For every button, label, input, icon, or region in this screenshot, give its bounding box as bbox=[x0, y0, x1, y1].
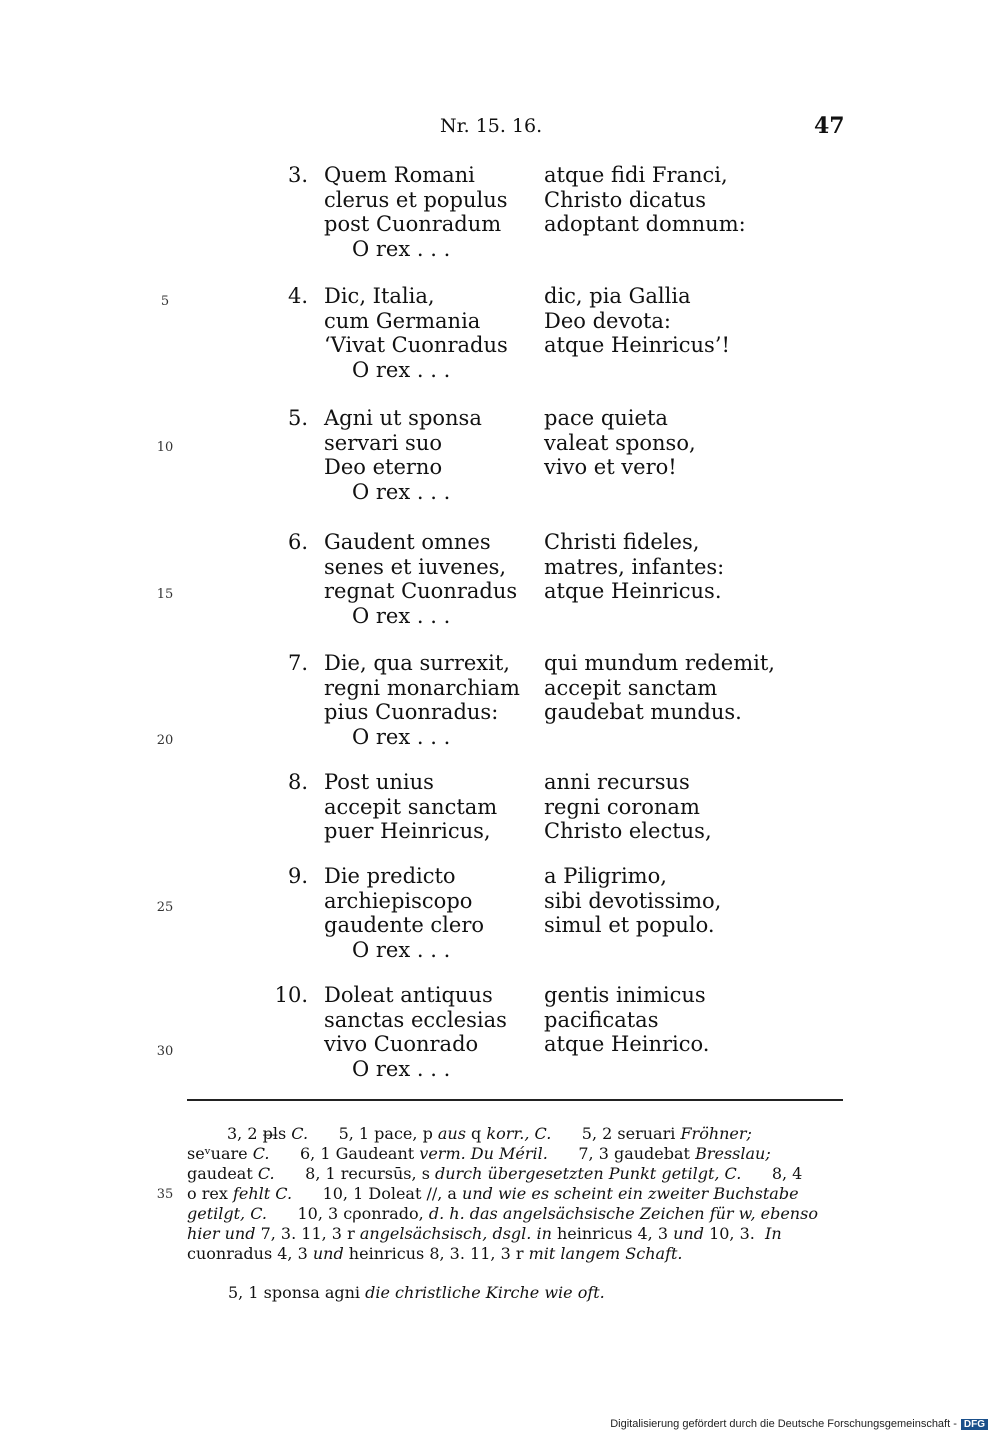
verse-right: matres, infantes: bbox=[544, 554, 725, 579]
critical-apparatus bbox=[187, 1124, 847, 1264]
verse-right: dic, pia Gallia bbox=[544, 284, 691, 308]
refrain: O rex . . . bbox=[352, 479, 451, 504]
verse-left: Die predicto bbox=[324, 864, 456, 888]
verse-left: clerus et populus bbox=[324, 187, 508, 212]
verse-right: gentis inimicus bbox=[544, 983, 706, 1007]
line-number: 5 bbox=[160, 294, 170, 309]
apparatus-line: hier und 7, 3. 11, 3 r angelsächsisch, dsgl. in heinricus 4, 3 und 10, 3. In bbox=[187, 1224, 782, 1243]
line-number: 10 bbox=[156, 440, 174, 455]
stanza-number: 4. bbox=[287, 284, 308, 308]
verse-right: accepit sanctam bbox=[544, 675, 718, 700]
dfg-logo: DFG bbox=[961, 1419, 988, 1430]
verse-right: valeat sponso, bbox=[544, 430, 696, 455]
refrain: O rex . . . bbox=[352, 603, 451, 628]
verse-right: anni recursus bbox=[544, 770, 690, 794]
verse-right: gaudebat mundus. bbox=[544, 700, 742, 724]
verse-left: regnat Cuonradus bbox=[324, 579, 518, 603]
verse-left: Post unius bbox=[324, 770, 434, 794]
verse-left: Die, qua surrexit, bbox=[324, 651, 510, 675]
stanza-number: 7. bbox=[287, 651, 308, 675]
verse-right: Deo devota: bbox=[544, 308, 671, 333]
apparatus-line: o rex fehlt C. 10, 1 Doleat //, a und wie es scheint ein zweiter Buchstabe bbox=[187, 1184, 799, 1203]
refrain: O rex . . . bbox=[352, 937, 451, 962]
refrain: O rex . . . bbox=[352, 236, 451, 261]
verse-right: sibi devotissimo, bbox=[544, 888, 722, 913]
verse-left: ‘Vivat Cuonradus bbox=[324, 333, 508, 357]
verse-left: post Cuonradum bbox=[324, 212, 502, 236]
page-number: 47 bbox=[814, 113, 845, 139]
verse-left: senes et iuvenes, bbox=[324, 554, 507, 579]
stanza-number: 3. bbox=[287, 163, 308, 187]
stanza-number: 5. bbox=[287, 406, 308, 430]
verse-right: Christi fideles, bbox=[544, 530, 700, 554]
stanza-number: 8. bbox=[287, 770, 308, 794]
verse-right: vivo et vero! bbox=[544, 455, 677, 479]
apparatus-line: gaudeat C. 8, 1 recursūs, s durch übergesetzten Punkt getilgt, C. 8, 4 bbox=[187, 1164, 803, 1183]
apparatus-line: 3, 2 p̶l̶s C. 5, 1 pace, p aus q korr., C. 5, 2 seruari Fröhner; bbox=[227, 1124, 752, 1143]
verse-right: simul et populo. bbox=[544, 913, 715, 937]
verse-left: puer Heinricus, bbox=[324, 819, 491, 843]
footnote-rule bbox=[187, 1099, 843, 1101]
verse-left: Doleat antiquus bbox=[324, 983, 493, 1007]
apparatus-line: seᵛuare C. 6, 1 Gaudeant verm. Du Méril. 7, 3 gaudebat Bresslau; bbox=[187, 1144, 771, 1163]
line-number: 20 bbox=[156, 733, 174, 748]
verse-right: Christo electus, bbox=[544, 819, 712, 843]
refrain: O rex . . . bbox=[352, 1056, 451, 1081]
line-number: 30 bbox=[156, 1044, 174, 1059]
page-header bbox=[0, 115, 1000, 145]
running-title: Nr. 15. 16. bbox=[440, 115, 543, 137]
explanatory-note: 5, 1 sponsa agni die christliche Kirche wie oft. bbox=[228, 1283, 605, 1302]
refrain: O rex . . . bbox=[352, 357, 451, 382]
credit-text: Digitalisierung gefördert durch die Deutsche Forschungsgemeinschaft - bbox=[610, 1418, 957, 1430]
verse-left: servari suo bbox=[324, 430, 443, 455]
verse-right: atque Heinrico. bbox=[544, 1032, 710, 1056]
digitization-credit bbox=[610, 1418, 988, 1430]
verse-left: cum Germania bbox=[324, 308, 481, 333]
verse-left: Quem Romani bbox=[324, 163, 475, 187]
verse-left: pius Cuonradus: bbox=[324, 700, 499, 724]
verse-left: accepit sanctam bbox=[324, 794, 498, 819]
stanza-number: 9. bbox=[287, 864, 308, 888]
verse-left: gaudente clero bbox=[324, 913, 485, 937]
verse-right: atque Heinricus’! bbox=[544, 333, 730, 357]
verse-left: Agni ut sponsa bbox=[324, 406, 482, 430]
verse-right: atque fidi Franci, bbox=[544, 163, 728, 187]
apparatus-line: cuonradus 4, 3 und heinricus 8, 3. 11, 3 r mit langem Schaft. bbox=[187, 1244, 683, 1263]
verse-right: atque Heinricus. bbox=[544, 579, 722, 603]
stanza-number: 6. bbox=[287, 530, 308, 554]
verse-right: pacificatas bbox=[544, 1007, 659, 1032]
verse-left: archiepiscopo bbox=[324, 888, 473, 913]
verse-left: regni monarchiam bbox=[324, 675, 520, 700]
verse-left: Deo eterno bbox=[324, 455, 443, 479]
verse-left: sanctas ecclesias bbox=[324, 1007, 507, 1032]
stanza-number: 10. bbox=[274, 983, 308, 1007]
verse-left: Dic, Italia, bbox=[324, 284, 435, 308]
line-number: 15 bbox=[156, 587, 174, 602]
line-number: 35 bbox=[156, 1187, 174, 1202]
verse-left: vivo Cuonrado bbox=[324, 1032, 479, 1056]
refrain: O rex . . . bbox=[352, 724, 451, 749]
verse-right: adoptant domnum: bbox=[544, 212, 746, 236]
verse-right: Christo dicatus bbox=[544, 187, 707, 212]
verse-right: a Piligrimo, bbox=[544, 864, 667, 888]
apparatus-line: getilgt, C. 10, 3 cρonrado, d. h. das angelsächsische Zeichen für w, ebenso bbox=[187, 1204, 818, 1223]
line-number: 25 bbox=[156, 900, 174, 915]
verse-left: Gaudent omnes bbox=[324, 530, 491, 554]
verse-right: regni coronam bbox=[544, 794, 700, 819]
verse-right: qui mundum redemit, bbox=[544, 651, 775, 675]
verse-right: pace quieta bbox=[544, 406, 668, 430]
